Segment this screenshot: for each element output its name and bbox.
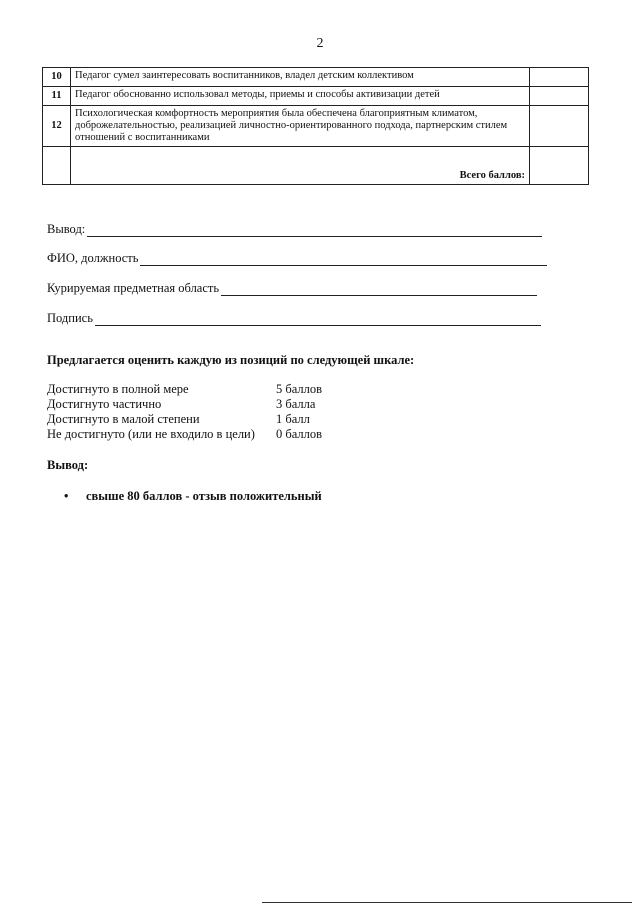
scale-item-label: Достигнуто в малой степени xyxy=(47,412,200,426)
row-criterion: Педагог обоснованно использовал методы, приемы и способы активизации детей xyxy=(71,87,530,106)
total-row xyxy=(43,147,589,185)
conclusion-line xyxy=(87,223,542,237)
conclusion-field xyxy=(47,222,542,237)
row-score xyxy=(530,106,589,147)
conclusion-bullet xyxy=(64,489,322,504)
signature-field-label: Подпись xyxy=(47,311,93,325)
row-criterion: Психологическая комфортность мероприятия была обеспечена благоприятным климатом, доброжелательностью, реализацией личностно-ориентированного подхода, партнерским стилем отношений с воспитанниками xyxy=(71,106,530,147)
conclusion-title: Вывод: xyxy=(47,458,89,472)
criteria-table xyxy=(42,67,589,185)
scale-item xyxy=(47,412,322,427)
scale-item-value: 0 баллов xyxy=(276,427,323,441)
table-row xyxy=(43,68,589,87)
fio-field xyxy=(47,251,547,266)
scale-item xyxy=(47,427,322,442)
scale-list xyxy=(47,382,322,442)
subject-field xyxy=(47,281,537,296)
signature-field xyxy=(47,311,541,326)
scale-item xyxy=(47,382,322,397)
row-score xyxy=(530,68,589,87)
row-criterion: Педагог сумел заинтересовать воспитанников, владел детским коллективом xyxy=(71,68,530,87)
scale-item-label: Достигнуто в полной мере xyxy=(47,382,189,396)
total-label: Всего баллов: xyxy=(71,147,530,185)
row-number: 10 xyxy=(43,68,71,87)
row-number: 11 xyxy=(43,87,71,106)
subject-field-label: Курируемая предметная область xyxy=(47,281,220,295)
scale-item-value: 3 балла xyxy=(276,397,316,411)
conclusion-field-label: Вывод: xyxy=(47,222,86,236)
conclusion-bullet-text: свыше 80 баллов - отзыв положительный xyxy=(86,489,322,503)
total-value xyxy=(530,147,589,185)
total-row-blank xyxy=(43,147,71,185)
subject-line xyxy=(221,282,537,296)
row-score xyxy=(530,87,589,106)
scale-item-label: Достигнуто частично xyxy=(47,397,162,411)
signature-line xyxy=(95,312,541,326)
table-row xyxy=(43,87,589,106)
scale-item xyxy=(47,397,322,412)
page-bottom-rule xyxy=(262,902,632,903)
scale-item-label: Не достигнуто (или не входило в цели) xyxy=(47,427,255,441)
scale-item-value: 5 баллов xyxy=(276,382,323,396)
fio-line xyxy=(140,252,547,266)
row-number: 12 xyxy=(43,106,71,147)
page-number: 2 xyxy=(316,36,324,51)
scale-title: Предлагается оценить каждую из позиций по следующей шкале: xyxy=(47,353,415,367)
bullet-icon: • xyxy=(64,489,69,503)
table-row xyxy=(43,106,589,147)
scale-item-value: 1 балл xyxy=(276,412,310,426)
fio-field-label: ФИО, должность xyxy=(47,251,139,265)
